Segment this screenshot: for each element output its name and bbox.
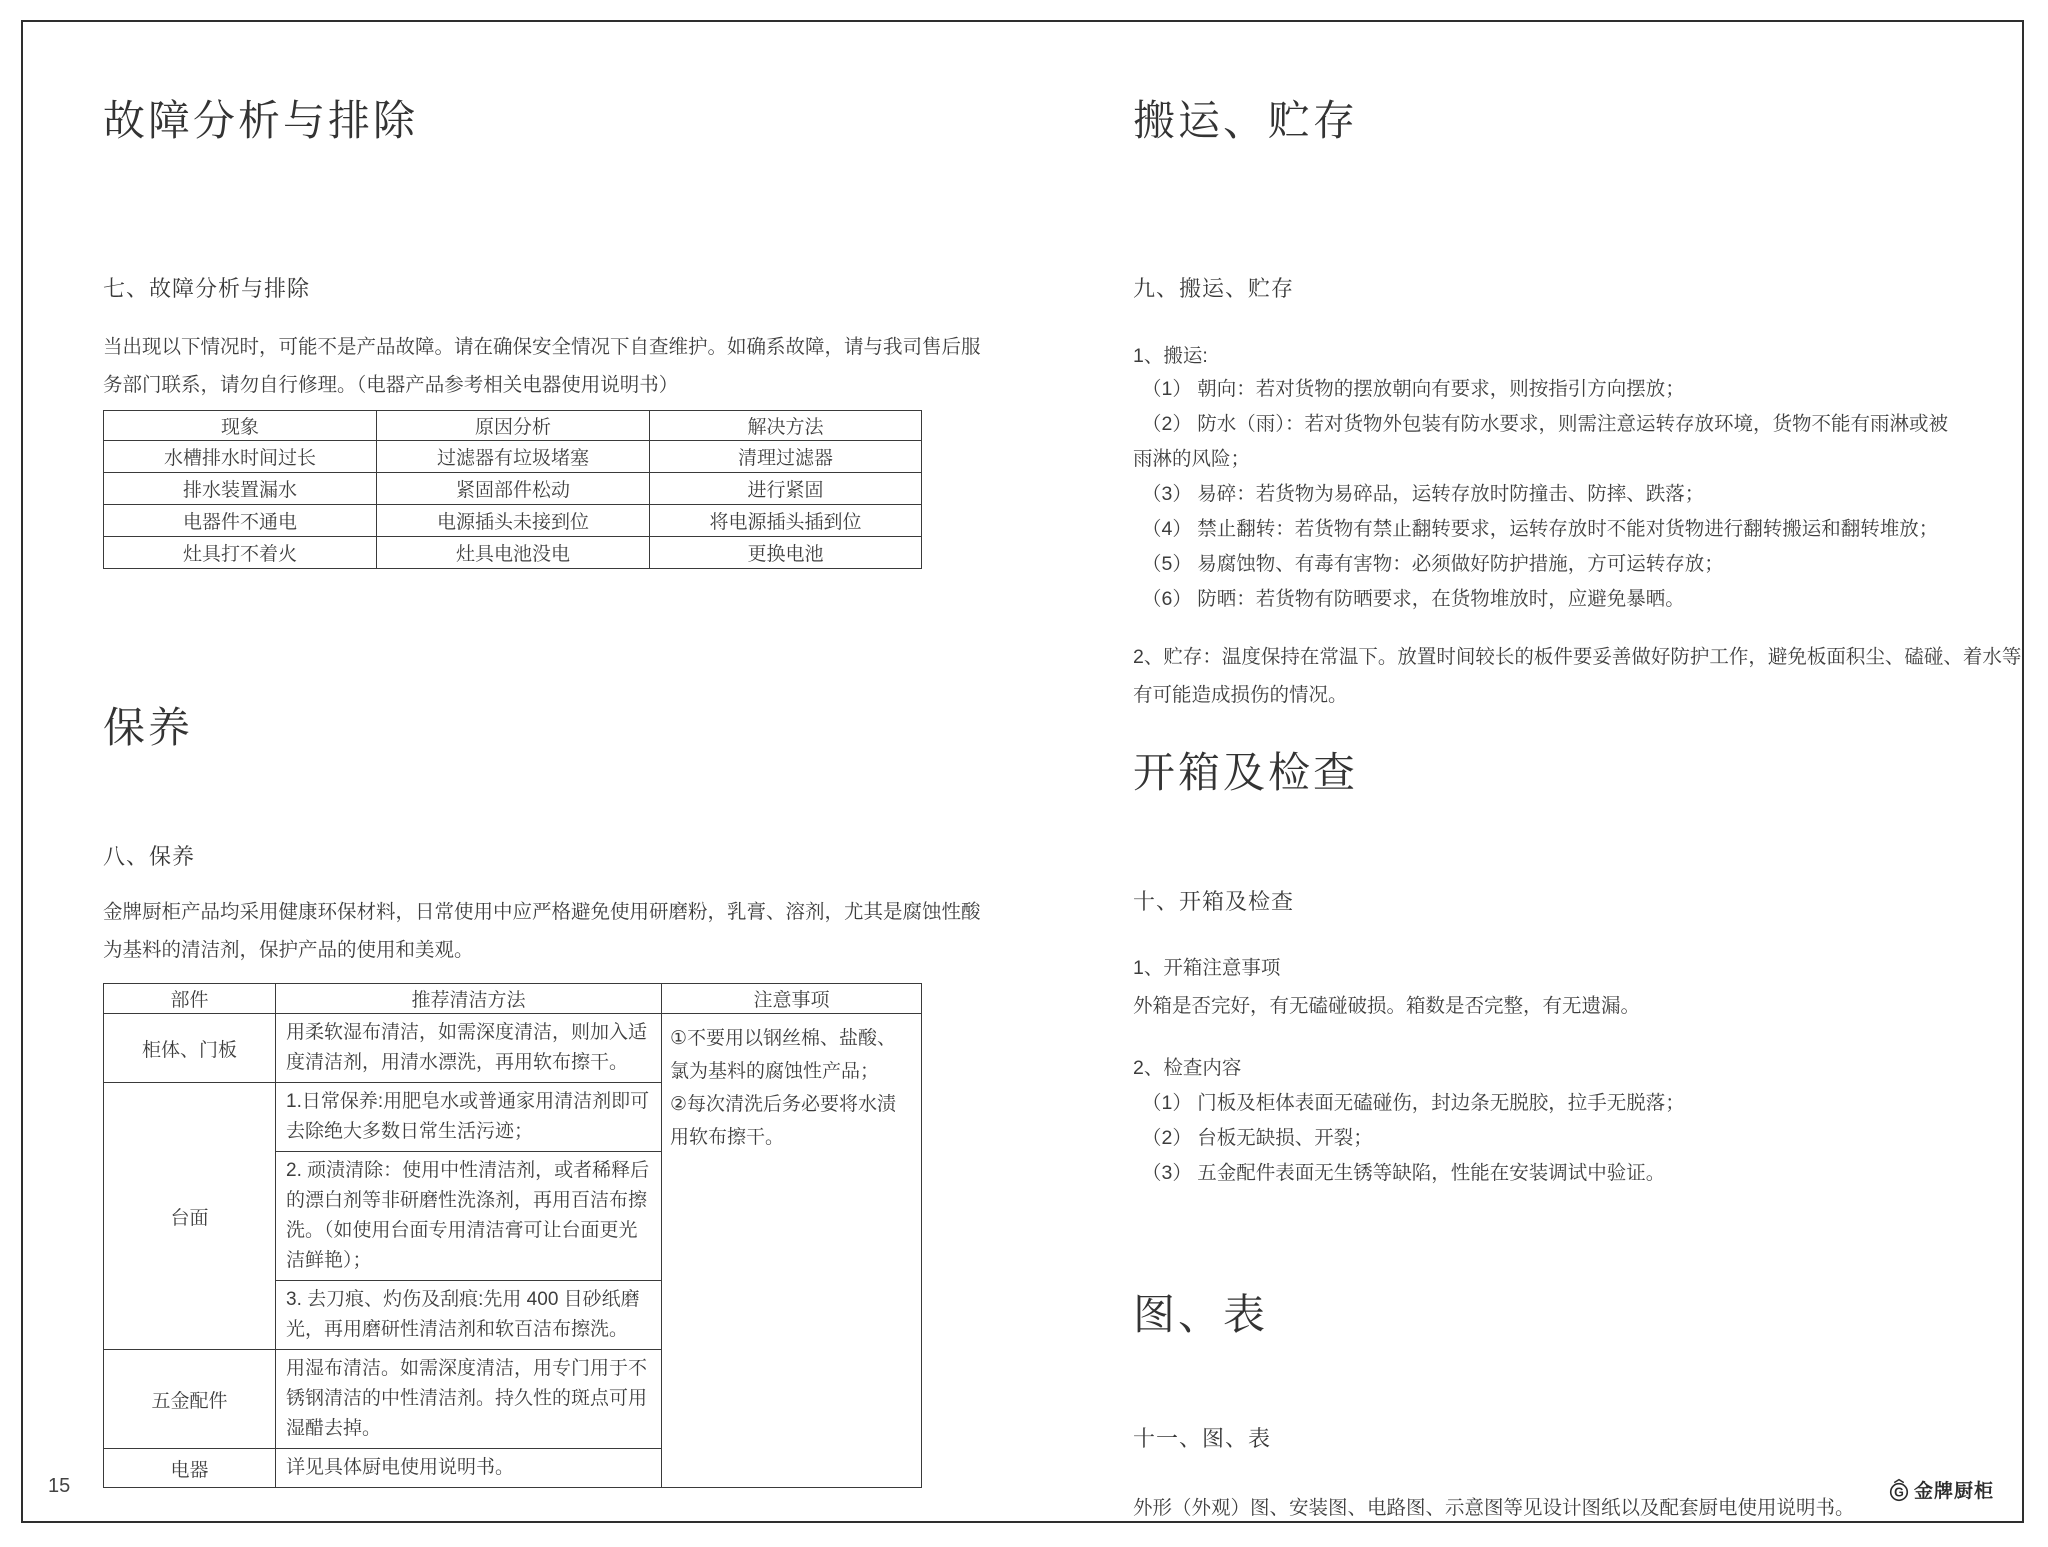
storage-paragraph: [1133, 638, 2021, 714]
maintenance-table: [103, 983, 922, 1488]
list-item: （3） 五金配件表面无生锈等缺陷，性能在安装调试中验证。: [1142, 1162, 1666, 1184]
unboxing-notes-text: 外箱是否完好，有无磕碰破损。箱数是否完整，有无遗漏。: [1133, 995, 1641, 1017]
maintenance-intro: [103, 893, 981, 969]
cleaning-method: 用湿布清洁。如需深度清洁，用专门用于不锈钢清洁的中性清洁剂。持久性的斑点可用湿醋去掉。: [276, 1350, 662, 1449]
troubleshooting-table: [103, 410, 922, 569]
brand-g-icon: [1888, 1478, 1910, 1502]
table-row: [104, 537, 922, 569]
table-row: [104, 473, 922, 505]
table-cell: 电源插头未接到位: [377, 505, 650, 537]
table-row: [104, 505, 922, 537]
part-label: 电器: [104, 1449, 276, 1488]
column-header: 解决方法: [650, 411, 922, 441]
brand-logo: [1888, 1476, 1994, 1503]
table-cell: 进行紧固: [650, 473, 922, 505]
notes-cell: [662, 1014, 922, 1488]
list-item: （2） 台板无缺损、开裂；: [1142, 1127, 1373, 1149]
table-header-row: [104, 411, 922, 441]
table-cell: 更换电池: [650, 537, 922, 569]
list-item: （1） 朝向：若对货物的摆放朝向有要求，则按指引方向摆放；: [1142, 378, 1685, 400]
paragraph-line: 为基料的清洁剂，保护产品的使用和美观。: [103, 939, 474, 961]
column-header: 原因分析: [377, 411, 650, 441]
part-label: 台面: [104, 1083, 276, 1350]
page-number: 15: [48, 1475, 71, 1497]
cleaning-method: 用柔软湿布清洁，如需深度清洁，则加入适度清洁剂，用清水漂洗，再用软布擦干。: [276, 1014, 662, 1083]
list-item: （4） 禁止翻转：若货物有禁止翻转要求，运转存放时不能对货物进行翻转搬运和翻转堆放；: [1142, 518, 1939, 540]
paragraph-line: 金牌厨柜产品均采用健康环保材料，日常使用中应严格避免使用研磨粉，乳膏、溶剂，尤其是腐蚀性酸: [103, 901, 981, 923]
table-cell: 灶具打不着火: [104, 537, 377, 569]
heading-troubleshooting: 七、故障分析与排除: [103, 276, 311, 301]
check-list: [1133, 1086, 1685, 1191]
table-cell: 排水装置漏水: [104, 473, 377, 505]
troubleshooting-intro: [103, 328, 981, 404]
page-title-troubleshooting: 故障分析与排除: [103, 97, 419, 144]
note-item: ②每次清洗后务必要将水渍用软布擦干。: [670, 1094, 897, 1148]
paragraph-line: 有可能造成损伤的情况。: [1133, 684, 1348, 706]
list-item: （1） 门板及柜体表面无磕碰伤，封边条无脱胶，拉手无脱落；: [1142, 1092, 1685, 1114]
list-item: （5） 易腐蚀物、有毒有害物：必须做好防护措施，方可运转存放；: [1142, 553, 1724, 575]
cleaning-method: 1.日常保养:用肥皂水或普通家用清洁剂即可去除绝大多数日常生活污迹；: [276, 1083, 662, 1152]
page-title-figures: 图、表: [1133, 1291, 1269, 1338]
table-cell: 灶具电池没电: [377, 537, 650, 569]
cleaning-method: 详见具体厨电使用说明书。: [276, 1449, 662, 1488]
subheading-unboxing-notes: 1、开箱注意事项: [1133, 957, 1281, 979]
column-header: 现象: [104, 411, 377, 441]
table-cell: 电器件不通电: [104, 505, 377, 537]
paragraph-line: 当出现以下情况时，可能不是产品故障。请在确保安全情况下自查维护。如确系故障，请与我司售后服: [103, 336, 981, 358]
note-item: ①不要用以钢丝棉、盐酸、氯为基料的腐蚀性产品；: [670, 1028, 897, 1082]
table-cell: 水槽排水时间过长: [104, 441, 377, 473]
heading-figures: 十一、图、表: [1133, 1426, 1272, 1451]
subheading-check-content: 2、检查内容: [1133, 1057, 1242, 1079]
figures-text: 外形（外观）图、安装图、电路图、示意图等见设计图纸以及配套厨电使用说明书。: [1133, 1497, 1855, 1519]
table-cell: 紧固部件松动: [377, 473, 650, 505]
svg-text:G: G: [1894, 1485, 1904, 1500]
list-item-continuation: 雨淋的风险；: [1133, 448, 1251, 470]
table-cell: 清理过滤器: [650, 441, 922, 473]
heading-maintenance: 八、保养: [103, 844, 196, 869]
page-title-maintenance: 保养: [103, 704, 194, 751]
list-item: （2） 防水（雨）：若对货物外包装有防水要求，则需注意运转存放环境，货物不能有雨淋或被: [1142, 413, 1949, 435]
list-item: （3） 易碎：若货物为易碎品，运转存放时防撞击、防摔、跌落；: [1142, 483, 1705, 505]
column-header: 推荐清洁方法: [276, 984, 662, 1014]
heading-unboxing: 十、开箱及检查: [1133, 889, 1295, 914]
table-header-row: [104, 984, 922, 1014]
part-label: 五金配件: [104, 1350, 276, 1449]
part-label: 柜体、门板: [104, 1014, 276, 1083]
paragraph-line: 务部门联系，请勿自行修理。（电器产品参考相关电器使用说明书）: [103, 374, 679, 396]
subheading-move: 1、搬运:: [1133, 345, 1208, 367]
transport-list: [1133, 372, 1948, 617]
page-title-transport: 搬运、贮存: [1133, 97, 1359, 144]
page-title-unboxing: 开箱及检查: [1133, 749, 1359, 796]
table-cell: 将电源插头插到位: [650, 505, 922, 537]
brand-name: 金牌厨柜: [1914, 1481, 1995, 1502]
list-item: （6） 防晒：若货物有防晒要求，在货物堆放时，应避免暴晒。: [1142, 588, 1685, 610]
paragraph-line: 2、贮存：温度保持在常温下。放置时间较长的板件要妥善做好防护工作，避免板面积尘、磕碰、着水等: [1133, 646, 2022, 668]
heading-transport: 九、搬运、贮存: [1133, 276, 1295, 301]
cleaning-method: 3. 去刀痕、灼伤及刮痕:先用 400 目砂纸磨光，再用磨研性清洁剂和软百洁布擦洗。: [276, 1281, 662, 1350]
cleaning-method: 2. 顽渍清除：使用中性清洁剂，或者稀释后的漂白剂等非研磨性洗涤剂，再用百洁布擦洗。（如使用台面专用清洁膏可让台面更光洁鲜艳）；: [276, 1152, 662, 1281]
column-header: 部件: [104, 984, 276, 1014]
table-row-cabinet: [104, 1014, 922, 1083]
column-header: 注意事项: [662, 984, 922, 1014]
table-cell: 过滤器有垃圾堵塞: [377, 441, 650, 473]
table-row: [104, 441, 922, 473]
